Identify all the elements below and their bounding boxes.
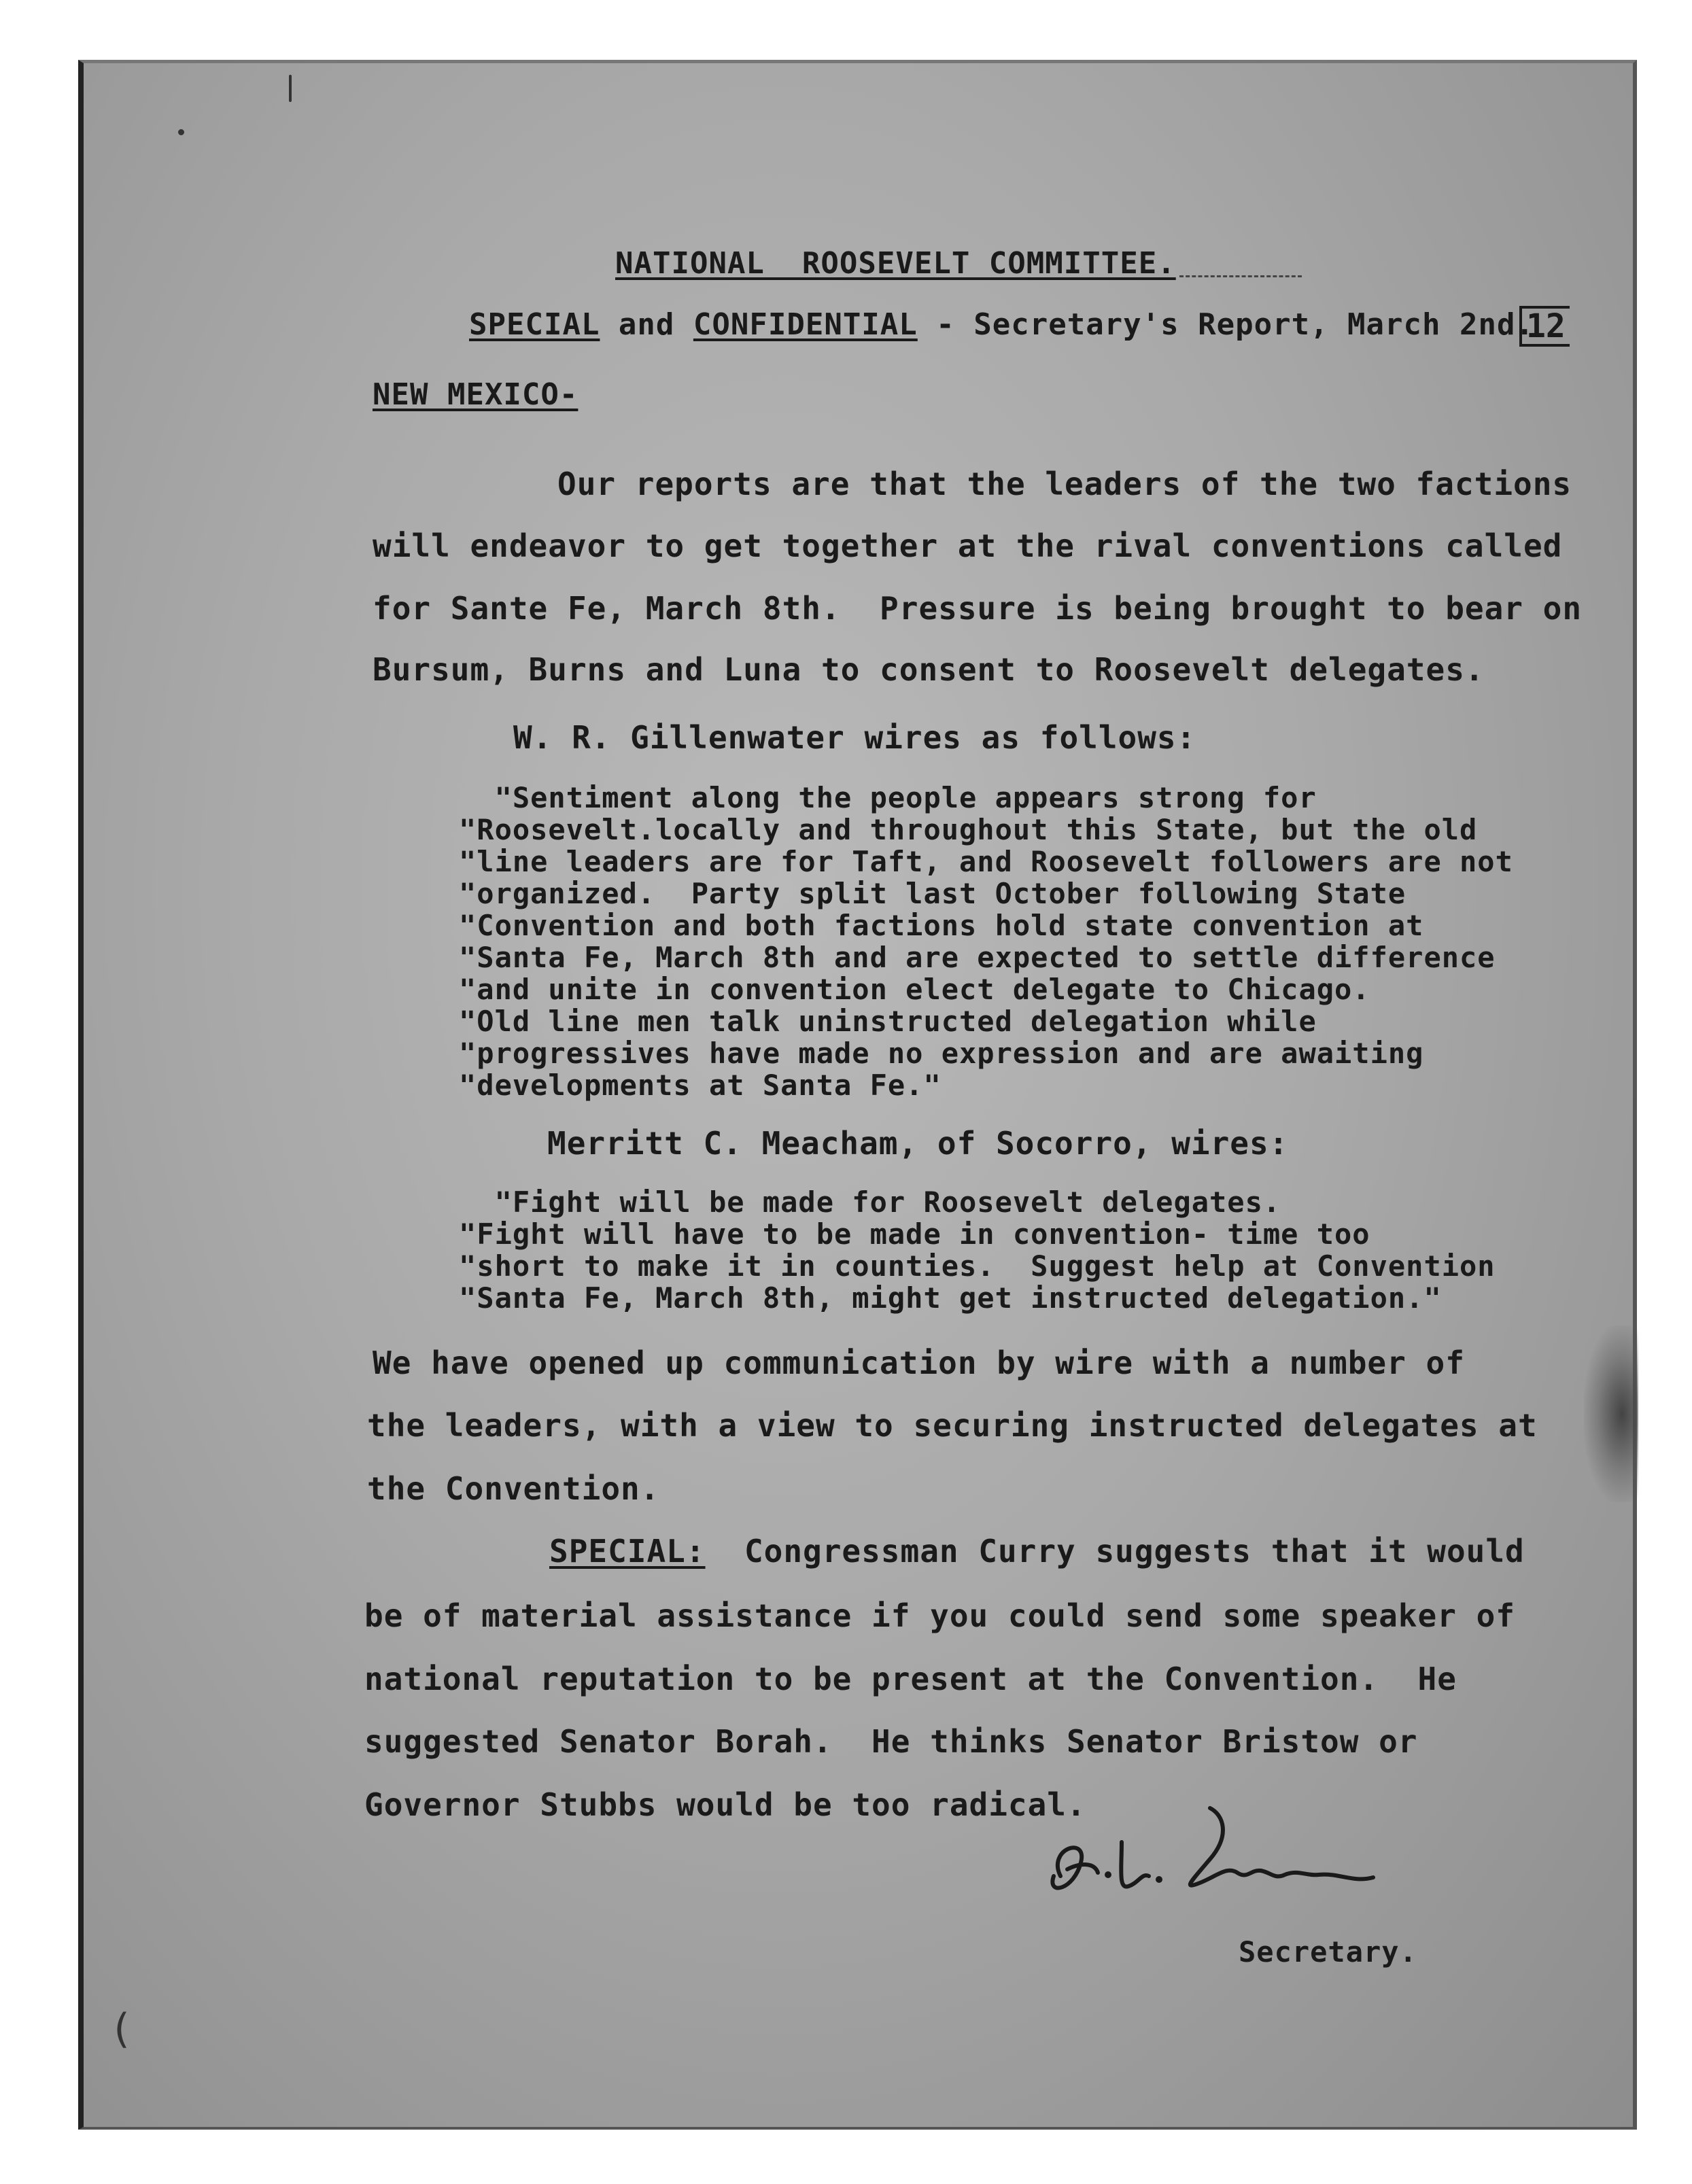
special-paragraph-line-3: national reputation to be present at the Convention. He [364,1661,1457,1697]
paragraph-1-line-2: will endeavor to get together at the rival conventions called [373,527,1563,564]
gillenwater-quote-line: "Roosevelt.locally and throughout this State, but the old [459,813,1478,846]
paragraph-2-line-1: We have opened up communication by wire with a number of [373,1345,1465,1381]
paragraph-1-line-4: Bursum, Burns and Luna to consent to Roosevelt delegates. [373,651,1485,688]
document-title: NATIONAL ROOSEVELT COMMITTEE. [615,246,1176,281]
special-paragraph-line-4: suggested Senator Borah. He thinks Senator Bristow or [364,1723,1418,1760]
gillenwater-intro: W. R. Gillenwater wires as follows: [513,719,1196,756]
special-paragraph-line-5: Governor Stubbs would be too radical. [364,1786,1086,1823]
gillenwater-quote-line: "line leaders are for Taft, and Roosevelt followers are not [459,845,1513,878]
report-line: - Secretary's Report, March 2nd. [917,307,1534,342]
gillenwater-quote-line: "developments at Santa Fe." [459,1069,942,1102]
page-number-box [1519,306,1570,347]
paragraph-2-line-3: the Convention. [367,1470,660,1507]
signature-title: Secretary. [1239,1935,1417,1969]
meacham-quote-line: "Fight will be made for Roosevelt delegates. [459,1185,1281,1219]
page-smudge [1584,1325,1638,1502]
gillenwater-quote-line: "progressives have made no expression and are awaiting [459,1037,1424,1070]
gillenwater-quote-line: "organized. Party split last October following State [459,877,1406,910]
special-paragraph-line-1 [549,1533,1525,1570]
meacham-intro: Merritt C. Meacham, of Socorro, wires: [547,1125,1289,1162]
gillenwater-quote-line: "Santa Fe, March 8th and are expected to settle difference [459,941,1496,974]
page-number: 12 [1526,307,1566,345]
confidential-label: CONFIDENTIAL [693,307,918,342]
section-heading: NEW MEXICO- [373,377,579,412]
title-dash [1179,275,1302,277]
report-subtitle [469,307,1534,342]
special-label: SPECIAL [469,307,600,342]
speck [178,129,184,135]
paragraph-1-line-3: for Sante Fe, March 8th. Pressure is being brought to bear on [373,590,1583,627]
and-word: and [600,307,693,342]
gillenwater-quote-line: "Convention and both factions hold state convention at [459,909,1424,942]
paragraph-1-line-1: Our reports are that the leaders of the two factions [557,466,1572,502]
speck [289,75,292,102]
special-note-label: SPECIAL: [549,1533,706,1570]
gillenwater-quote-line: "Old line men talk uninstructed delegation while [459,1005,1317,1038]
meacham-quote-line: "Santa Fe, March 8th, might get instructed delegation." [459,1281,1442,1315]
special-note-text: Congressman Curry suggests that it would [705,1533,1525,1570]
paragraph-2-line-2: the leaders, with a view to securing instructed delegates at [367,1407,1538,1444]
edge-mark: ( [109,2005,134,2053]
gillenwater-quote-line: "and unite in convention elect delegate to Chicago. [459,973,1370,1006]
special-paragraph-line-2: be of material assistance if you could send some speaker of [364,1597,1515,1634]
meacham-quote-line: "short to make it in counties. Suggest help at Convention [459,1249,1496,1283]
gillenwater-quote-line: "Sentiment along the people appears strong for [459,781,1317,814]
handwritten-signature [1033,1795,1414,1930]
meacham-quote-line: "Fight will have to be made in convention- time too [459,1217,1370,1251]
